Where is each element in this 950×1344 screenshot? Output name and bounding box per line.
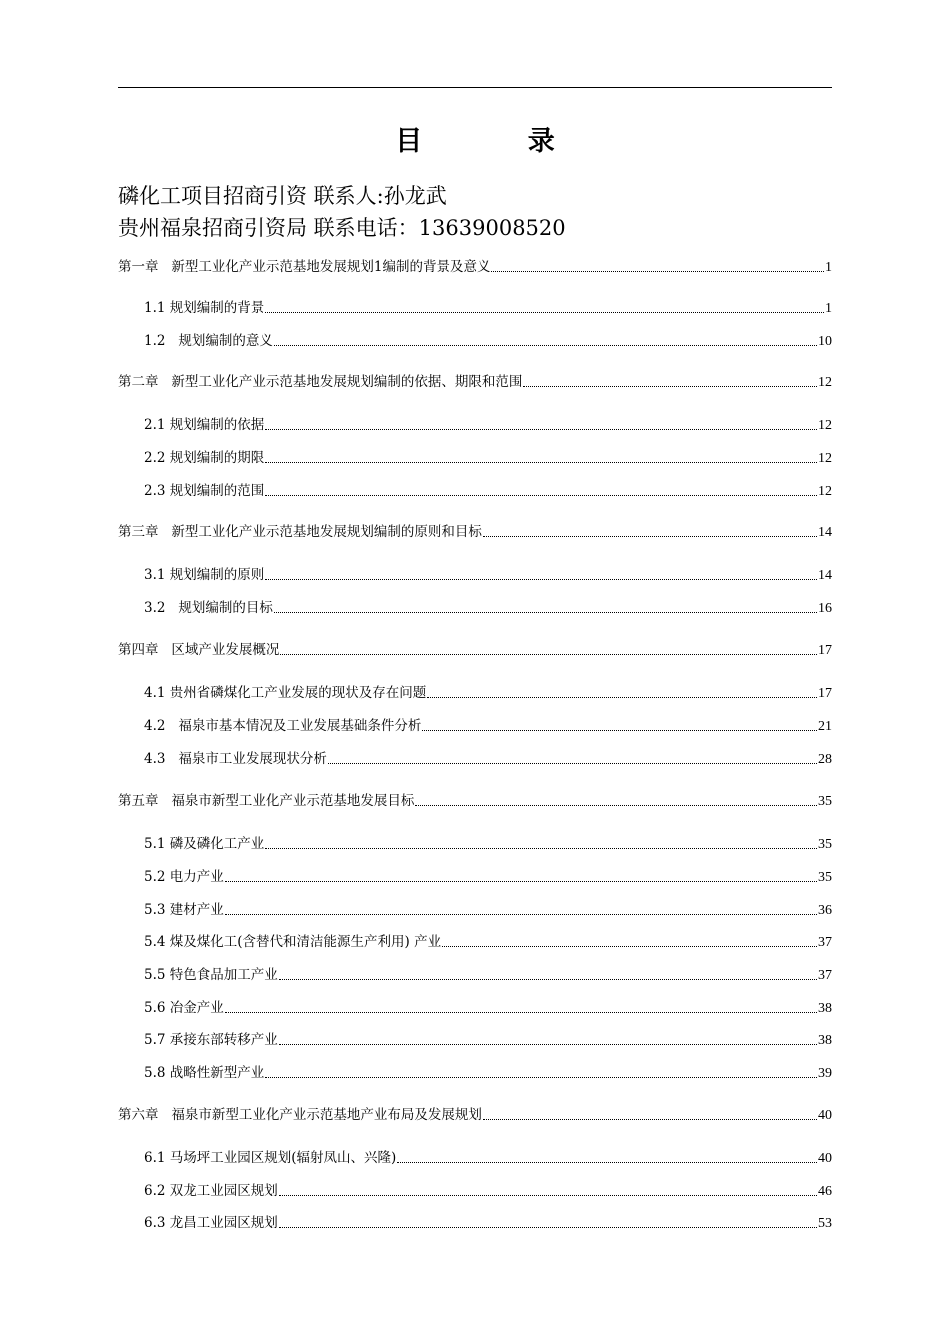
toc-entry-text: 磷及磷化工产业 xyxy=(169,836,265,852)
toc-entry-number: 5.6 xyxy=(144,1000,170,1016)
toc-chapter-entry[interactable] xyxy=(118,1104,832,1126)
toc-entry-text: 福泉市基本情况及工业发展基础条件分析 xyxy=(178,718,422,734)
toc-entry-text: 新型工业化产业示范基地发展规划编制的原则和目标 xyxy=(171,524,482,540)
toc-entry-number: 5.3 xyxy=(144,902,170,918)
toc-entry-label xyxy=(144,899,224,921)
toc-dot-leader xyxy=(279,1226,817,1228)
toc-entry-text: 建材产业 xyxy=(169,902,224,918)
toc-entry-text: 特色食品加工产业 xyxy=(169,967,278,983)
toc-chapter-entry[interactable] xyxy=(118,521,832,543)
header-rule xyxy=(118,87,832,88)
toc-entry-number: 4.3 xyxy=(144,751,179,767)
toc-section-entry[interactable] xyxy=(144,564,832,586)
toc-section-entry[interactable] xyxy=(144,866,832,888)
toc-entry-number: 1.1 xyxy=(144,300,170,316)
toc-dot-leader xyxy=(274,344,817,346)
toc-page-number: 17 xyxy=(818,643,832,658)
toc-page-number: 12 xyxy=(818,418,832,433)
toc-entry-number: 第一章 xyxy=(118,259,172,275)
toc-page-number: 37 xyxy=(818,935,832,950)
toc-dot-leader xyxy=(279,1043,817,1045)
toc-entry-text: 规划编制的依据 xyxy=(169,417,265,433)
toc-entry-text: 贵州省磷煤化工产业发展的现状及存在问题 xyxy=(169,685,427,701)
toc-entry-text: 新型工业化产业示范基地发展规划1编制的背景及意义 xyxy=(171,259,491,275)
toc-page-number: 37 xyxy=(818,968,832,983)
toc-page-number: 39 xyxy=(818,1066,832,1081)
toc-chapter-entry[interactable] xyxy=(118,256,832,278)
toc-chapter-entry[interactable] xyxy=(118,371,832,393)
toc-section-entry[interactable] xyxy=(144,715,832,737)
toc-page-number: 1 xyxy=(825,301,832,316)
toc-section-entry[interactable] xyxy=(144,748,832,770)
toc-entry-text: 规划编制的背景 xyxy=(169,300,265,316)
toc-section-entry[interactable] xyxy=(144,1147,832,1169)
toc-dot-leader xyxy=(279,978,817,980)
toc-entry-number: 1.2 xyxy=(144,333,179,349)
toc-page-number: 12 xyxy=(818,451,832,466)
toc-entry-label xyxy=(144,1029,278,1051)
toc-chapter-entry[interactable] xyxy=(118,639,832,661)
toc-entry-number: 6.3 xyxy=(144,1215,170,1231)
toc-entry-number: 第五章 xyxy=(118,793,172,809)
toc-section-entry[interactable] xyxy=(144,597,832,619)
toc-entry-label xyxy=(118,521,482,543)
toc-entry-text: 福泉市工业发展现状分析 xyxy=(178,751,327,767)
toc-page-number: 35 xyxy=(818,794,832,809)
toc-entry-label xyxy=(144,564,264,586)
toc-entry-text: 马场坪工业园区规划(辐射凤山、兴隆) xyxy=(169,1150,397,1166)
toc-entry-label xyxy=(118,639,279,661)
toc-dot-leader xyxy=(442,945,817,947)
toc-dot-leader xyxy=(397,1161,817,1163)
toc-entry-number: 第六章 xyxy=(118,1107,172,1123)
toc-section-entry[interactable] xyxy=(144,414,832,436)
toc-title: 目 录 xyxy=(395,126,603,157)
toc-dot-leader xyxy=(483,535,817,537)
toc-dot-leader xyxy=(225,1011,817,1013)
toc-entry-label xyxy=(144,297,264,319)
toc-chapter-entry[interactable] xyxy=(118,790,832,812)
toc-dot-leader xyxy=(265,428,817,430)
toc-entry-number: 6.1 xyxy=(144,1150,170,1166)
toc-entry-text: 规划编制的期限 xyxy=(169,450,265,466)
toc-entry-label xyxy=(144,931,441,953)
toc-entry-text: 电力产业 xyxy=(169,869,224,885)
toc-entry-number: 3.2 xyxy=(144,600,179,616)
toc-entry-number: 5.5 xyxy=(144,967,170,983)
toc-entry-label xyxy=(144,447,264,469)
toc-page-number: 40 xyxy=(818,1108,832,1123)
toc-section-entry[interactable] xyxy=(144,447,832,469)
toc-page-number: 14 xyxy=(818,525,832,540)
toc-entry-number: 5.4 xyxy=(144,934,170,950)
toc-entry-text: 福泉市新型工业化产业示范基地发展目标 xyxy=(171,793,415,809)
toc-page-number: 40 xyxy=(818,1151,832,1166)
toc-entry-number: 5.7 xyxy=(144,1032,170,1048)
toc-section-entry[interactable] xyxy=(144,833,832,855)
toc-section-entry[interactable] xyxy=(144,297,832,319)
toc-entry-label xyxy=(144,414,264,436)
toc-page-number: 46 xyxy=(818,1184,832,1199)
toc-section-entry[interactable] xyxy=(144,899,832,921)
toc-dot-leader xyxy=(265,847,817,849)
toc-entry-text: 规划编制的范围 xyxy=(169,483,265,499)
toc-entry-number: 第三章 xyxy=(118,524,172,540)
contact-line-1: 磷化工项目招商引资 联系人:孙龙武 xyxy=(118,184,447,208)
toc-entry-label xyxy=(144,1180,278,1202)
toc-section-entry[interactable] xyxy=(144,682,832,704)
toc-dot-leader xyxy=(279,1194,817,1196)
toc-dot-leader xyxy=(274,611,817,613)
toc-entry-text: 新型工业化产业示范基地发展规划编制的依据、期限和范围 xyxy=(171,374,523,390)
toc-dot-leader xyxy=(265,1076,817,1078)
toc-dot-leader xyxy=(427,696,817,698)
toc-entry-label xyxy=(118,790,414,812)
toc-section-entry[interactable] xyxy=(144,330,832,352)
toc-entry-text: 区域产业发展概况 xyxy=(171,642,280,658)
toc-entry-label xyxy=(144,997,224,1019)
toc-entry-number: 4.1 xyxy=(144,685,170,701)
toc-entry-number: 5.2 xyxy=(144,869,170,885)
toc-page-number: 38 xyxy=(818,1033,832,1048)
toc-entry-text: 规划编制的目标 xyxy=(178,600,273,616)
toc-entry-label xyxy=(144,330,273,352)
toc-entry-label xyxy=(144,597,273,619)
toc-dot-leader xyxy=(265,494,817,496)
toc-dot-leader xyxy=(265,461,817,463)
toc-page-number: 12 xyxy=(818,484,832,499)
toc-entry-label xyxy=(144,964,278,986)
toc-dot-leader xyxy=(265,311,824,313)
toc-section-entry[interactable] xyxy=(144,964,832,986)
toc-entry-text: 双龙工业园区规划 xyxy=(169,1183,278,1199)
toc-entry-label xyxy=(118,1104,482,1126)
toc-dot-leader xyxy=(483,1118,817,1120)
toc-entry-label xyxy=(144,715,421,737)
toc-section-entry[interactable] xyxy=(144,1029,832,1051)
toc-dot-leader xyxy=(491,270,824,272)
toc-page-number: 35 xyxy=(818,870,832,885)
toc-page-number: 10 xyxy=(818,334,832,349)
toc-dot-leader xyxy=(280,653,817,655)
toc-page-number: 35 xyxy=(818,837,832,852)
toc-page-number: 17 xyxy=(818,686,832,701)
toc-entry-number: 5.8 xyxy=(144,1065,170,1081)
toc-entry-label xyxy=(144,866,224,888)
toc-entry-number: 6.2 xyxy=(144,1183,170,1199)
toc-entry-label xyxy=(144,1212,278,1234)
toc-page-number: 16 xyxy=(818,601,832,616)
toc-entry-text: 战略性新型产业 xyxy=(169,1065,265,1081)
toc-entry-text: 承接东部转移产业 xyxy=(169,1032,278,1048)
toc-dot-leader xyxy=(225,913,817,915)
toc-page-number: 36 xyxy=(818,903,832,918)
toc-section-entry[interactable] xyxy=(144,931,832,953)
toc-entry-number: 第四章 xyxy=(118,642,172,658)
toc-section-entry[interactable] xyxy=(144,997,832,1019)
toc-entry-number: 第二章 xyxy=(118,374,172,390)
toc-page-number: 21 xyxy=(818,719,832,734)
toc-dot-leader xyxy=(328,762,817,764)
toc-entry-number: 4.2 xyxy=(144,718,179,734)
toc-dot-leader xyxy=(415,804,817,806)
toc-entry-number: 2.1 xyxy=(144,417,170,433)
toc-page-number: 1 xyxy=(825,260,832,275)
toc-entry-number: 5.1 xyxy=(144,836,170,852)
toc-entry-label xyxy=(144,1062,264,1084)
toc-entry-text: 规划编制的原则 xyxy=(169,567,265,583)
toc-entry-number: 2.3 xyxy=(144,483,170,499)
toc-section-entry[interactable] xyxy=(144,480,832,502)
toc-entry-label xyxy=(144,480,264,502)
toc-dot-leader xyxy=(265,578,817,580)
toc-page-number: 28 xyxy=(818,752,832,767)
toc-section-entry[interactable] xyxy=(144,1180,832,1202)
toc-entry-number: 3.1 xyxy=(144,567,170,583)
toc-dot-leader xyxy=(422,729,817,731)
toc-entry-text: 龙昌工业园区规划 xyxy=(169,1215,278,1231)
toc-entry-label xyxy=(144,1147,396,1169)
toc-entry-label xyxy=(118,371,522,393)
toc-entry-label xyxy=(144,748,327,770)
toc-page-number: 14 xyxy=(818,568,832,583)
contact-line-2: 贵州福泉招商引资局 联系电话：13639008520 xyxy=(118,216,566,240)
toc-dot-leader xyxy=(225,880,817,882)
toc-entry-label xyxy=(144,833,264,855)
toc-entry-number: 2.2 xyxy=(144,450,170,466)
toc-entry-text: 煤及煤化工(含替代和清洁能源生产利用) 产业 xyxy=(169,934,442,950)
toc-section-entry[interactable] xyxy=(144,1212,832,1234)
toc-page-number: 12 xyxy=(818,375,832,390)
toc-entry-text: 福泉市新型工业化产业示范基地产业布局及发展规划 xyxy=(171,1107,482,1123)
toc-entry-text: 冶金产业 xyxy=(169,1000,224,1016)
toc-page-number: 53 xyxy=(818,1216,832,1231)
toc-dot-leader xyxy=(523,385,817,387)
toc-entry-text: 规划编制的意义 xyxy=(178,333,273,349)
toc-entry-label xyxy=(118,256,490,278)
toc-entry-label xyxy=(144,682,426,704)
toc-page-number: 38 xyxy=(818,1001,832,1016)
toc-section-entry[interactable] xyxy=(144,1062,832,1084)
